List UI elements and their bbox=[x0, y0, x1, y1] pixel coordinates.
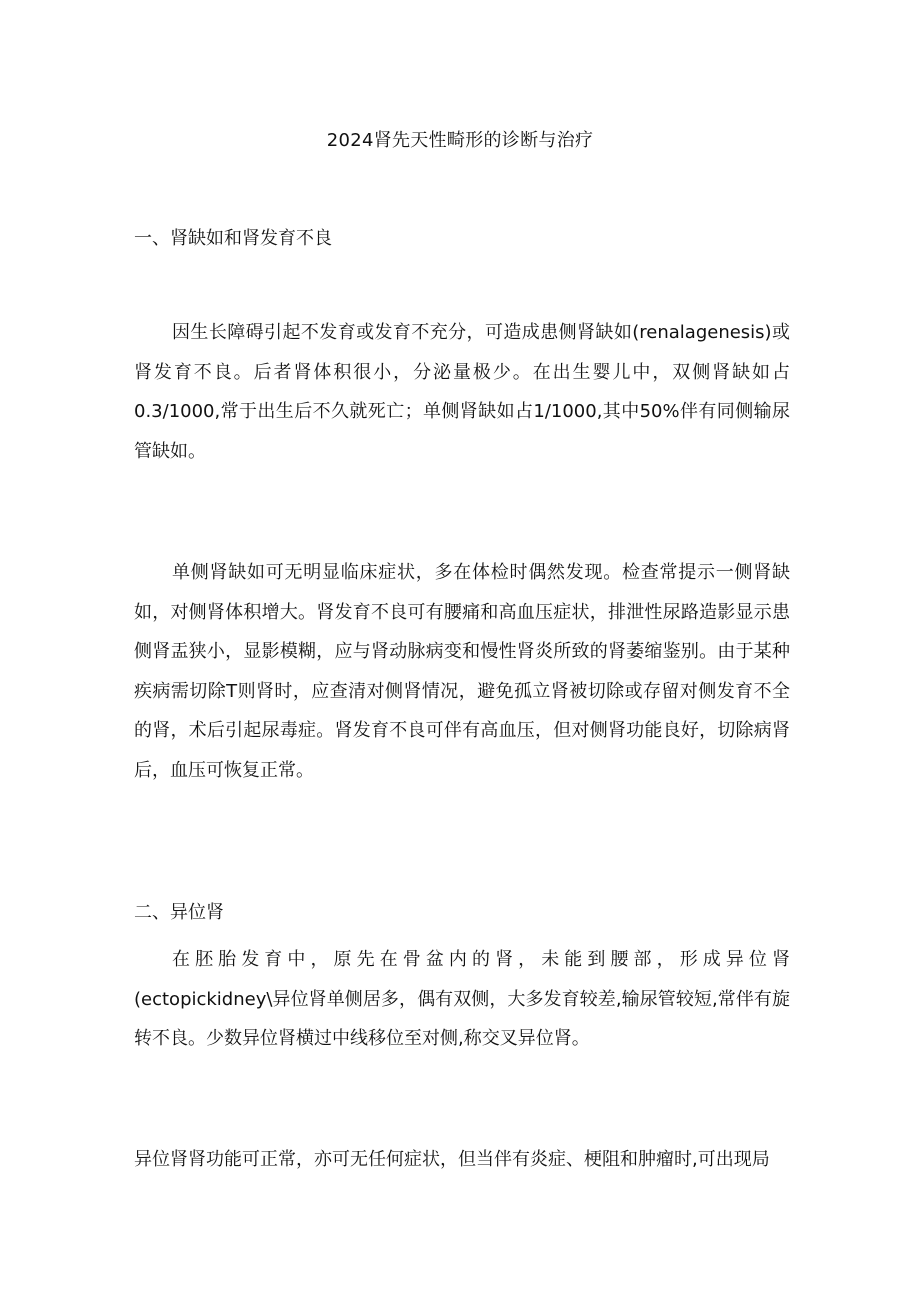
paragraph-renal-agenesis-intro: 因生长障碍引起不发育或发育不充分，可造成患侧肾缺如(renalagenesis)或肾发育不良。后者肾体积很小，分泌量极少。在出生婴儿中，双侧肾缺如占0.3/1000,常于出生后不久就死亡；单侧肾缺如占1/1000,其中50%伴有同侧输尿管缺如。 bbox=[134, 322, 790, 462]
document-title: 2024肾先天性畸形的诊断与治疗 bbox=[326, 130, 594, 151]
section-heading-renal-agenesis: 一、肾缺如和肾发育不良 bbox=[134, 228, 332, 249]
paragraph-unilateral-agenesis: 单侧肾缺如可无明显临床症状，多在体检时偶然发现。检查常提示一侧肾缺如，对侧肾体积增大。肾发育不良可有腰痛和高血压症状，排泄性尿路造影显示患侧肾盂狭小，显影模糊，应与肾动脉病变和慢性肾炎所致的肾萎缩鉴别。由于某种疾病需切除T则肾时，应查清对侧肾情况，避免孤立肾被切除或存留对侧发育不全的肾，术后引起尿毒症。肾发育不良可伴有高血压，但对侧肾功能良好，切除病肾后，血压可恢复正常。 bbox=[134, 562, 790, 781]
paragraph-ectopic-kidney-intro: 在胚胎发育中，原先在骨盆内的肾，未能到腰部，形成异位肾(ectopickidney\异位肾单侧居多，偶有双侧，大多发育较差,输尿管较短,常伴有旋转不良。少数异位肾横过中线移位至对侧,称交叉异位肾。 bbox=[134, 949, 790, 1049]
section-heading-ectopic-kidney: 二、异位肾 bbox=[134, 902, 224, 923]
paragraph-ectopic-kidney-function: 异位肾肾功能可正常，亦可无任何症状，但当伴有炎症、梗阻和肿瘤时,可出现局 bbox=[134, 1149, 770, 1170]
